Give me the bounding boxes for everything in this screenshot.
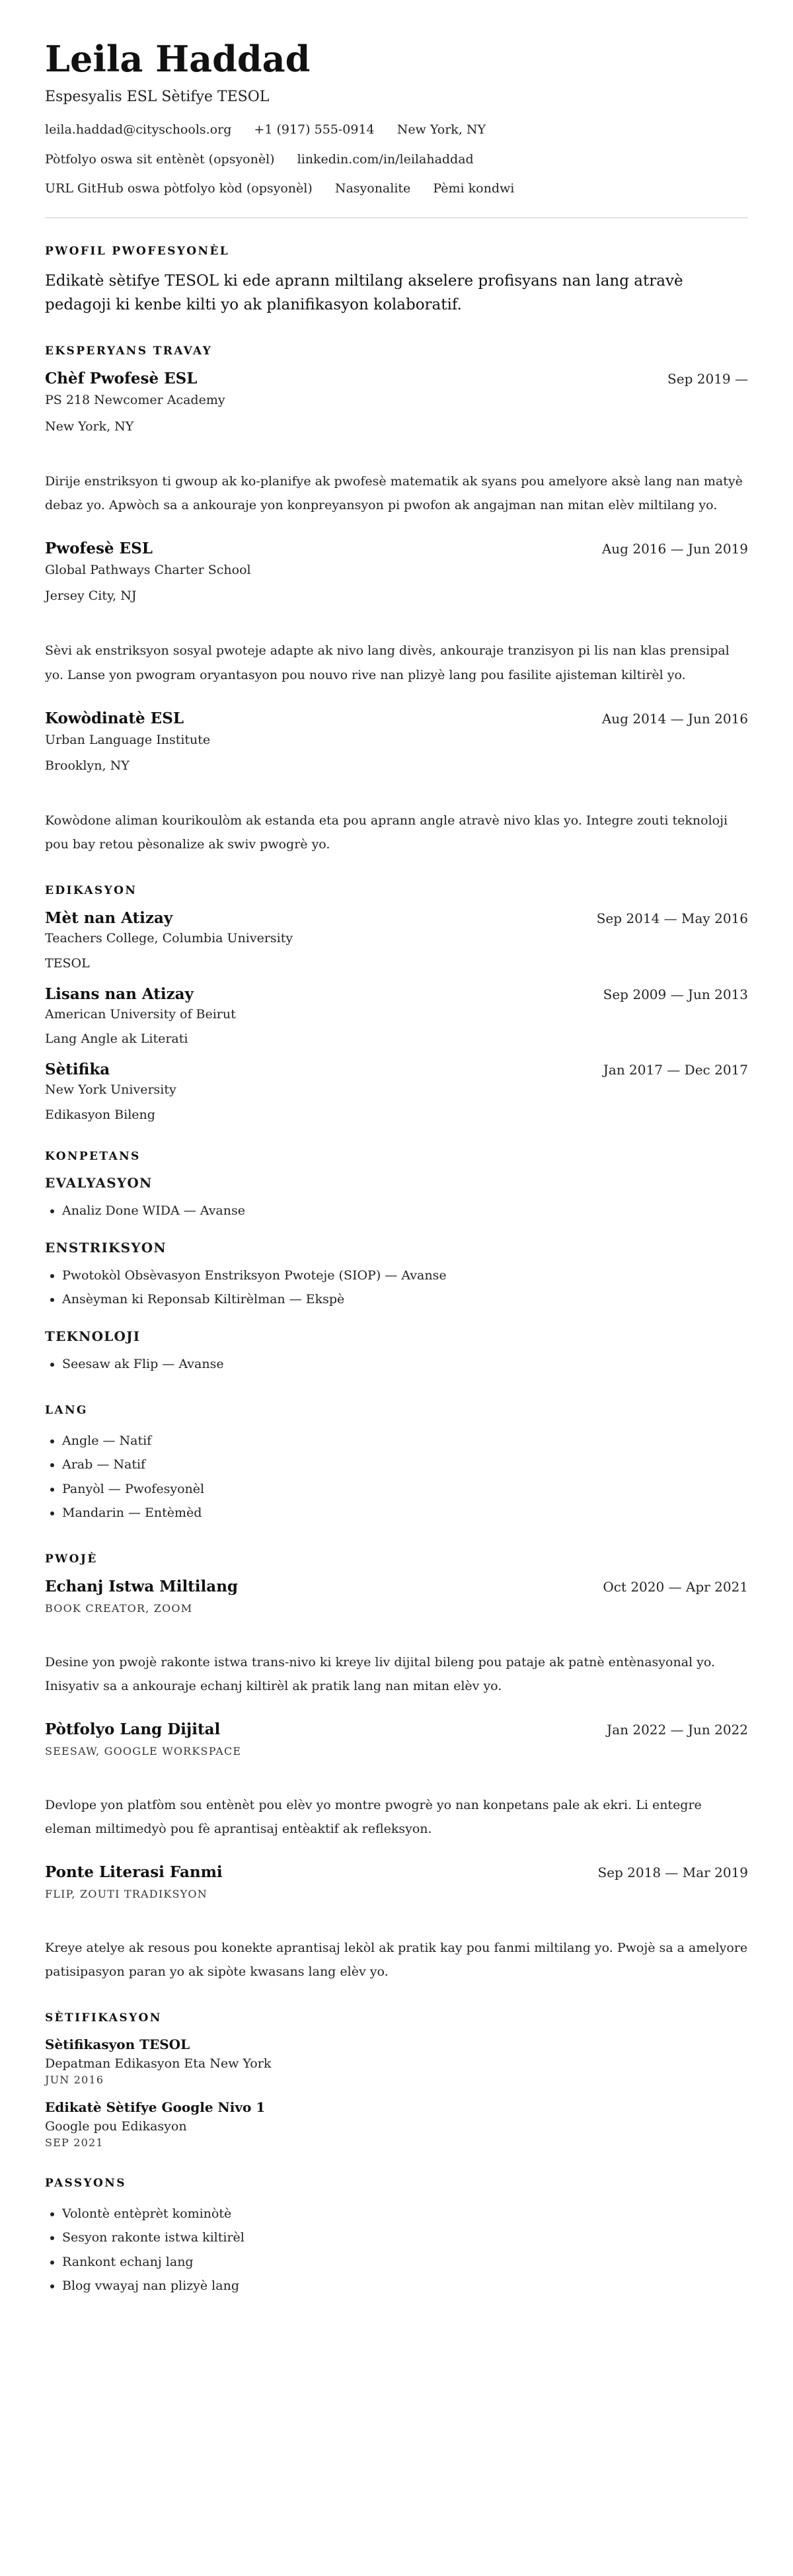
job-dates: Sep 2019 —: [667, 371, 748, 387]
language-item: • Mandarin — Entèmèd: [62, 1501, 748, 1525]
contact-location: New York, NY: [397, 122, 486, 138]
certification-issuer: Google pou Edikasyon: [45, 2119, 187, 2134]
skill-item: • Ansèyman ki Reponsab Kiltirèlman — Ekspè: [62, 1287, 748, 1311]
degree-title: Sètifika: [45, 1061, 110, 1079]
certification-issuer: Depatman Edikasyon Eta New York: [45, 2056, 272, 2072]
contact-row-extra: [45, 180, 748, 198]
job-title: Chèf Pwofesè ESL: [45, 370, 198, 388]
project-description: Devlope yon platfòm sou entènèt pou elèv yo montre pwogrè yo nan konpetans pale ak ekri. Li entegre eleman miltimedyò pou fè aprantisaj entèaktif ak refleksyon.: [45, 1797, 702, 1837]
certification-name: Edikatè Sètifye Google Nivo 1: [45, 2099, 266, 2116]
education-entry: [45, 985, 748, 1047]
skill-group-title: ENSTRIKSYON: [45, 1240, 167, 1256]
school-name: Teachers College, Columbia University: [45, 931, 293, 946]
language-item: • Panyòl — Pwofesyonèl: [62, 1477, 748, 1501]
skill-item: • Pwotokòl Obsèvasyon Enstriksyon Pwoteje (SIOP) — Avanse: [62, 1264, 748, 1287]
resume-header: [45, 38, 748, 198]
project-tools: BOOK CREATOR, ZOOM: [45, 1601, 193, 1615]
job-employer: PS 218 Newcomer Academy: [45, 393, 225, 408]
experience-entry: [45, 709, 748, 857]
job-description: Dirije enstriksyon ti gwoup ak ko-planifye ak pwofesè matematik ak syans pou amelyore aksè lang nan matyè debaz yo. Apwòch sa a ankouraje yon konpreyansyon pi pwofon ak angajman nan mitan elèv miltilang yo.: [45, 473, 743, 512]
interest-item: • Sesyon rakonte istwa kiltirèl: [62, 2226, 748, 2249]
contact-linkedin[interactable]: linkedin.com/in/leilahaddad: [297, 151, 474, 167]
education-entry: [45, 1061, 748, 1122]
job-dates: Aug 2014 — Jun 2016: [601, 710, 748, 727]
project-dates: Sep 2018 — Mar 2019: [597, 1865, 748, 1881]
job-title: Pwofesè ESL: [45, 539, 153, 557]
certifications-heading: SÈTIFIKASYON: [45, 2011, 162, 2025]
candidate-headline: Espesyalis ESL Sètifye TESOL: [45, 89, 270, 106]
degree-field: Lang Angle ak Literati: [45, 1031, 188, 1047]
job-location: Brooklyn, NY: [45, 758, 130, 774]
job-description: Kowòdone aliman kourikoulòm ak estanda eta pou aprann angle atravè nivo klas yo. Integre zouti teknoloji pou bay retou pèsonalize ak swiv pwogrè yo.: [45, 813, 728, 852]
project-tools: SEESAW, GOOGLE WORKSPACE: [45, 1744, 242, 1757]
interest-item: • Blog vwayaj nan plizyè lang: [62, 2274, 748, 2298]
skill-item: • Seesaw ak Flip — Avanse: [62, 1352, 748, 1376]
project-name: Ponte Literasi Fanmi: [45, 1863, 223, 1882]
certification-date: SEP 2021: [45, 2136, 104, 2150]
skill-group-title: TEKNOLOJI: [45, 1328, 141, 1345]
job-employer: Global Pathways Charter School: [45, 562, 251, 577]
languages-section: [45, 1404, 748, 1524]
degree-dates: Sep 2009 — Jun 2013: [603, 986, 748, 1002]
interests-section: [45, 2177, 748, 2297]
candidate-name: Leila Haddad: [45, 38, 311, 80]
skill-list: [45, 1352, 748, 1376]
skill-list: [45, 1199, 748, 1223]
language-item: • Angle — Natif: [62, 1429, 748, 1453]
certification-entry: [45, 2099, 748, 2149]
languages-heading: LANG: [45, 1404, 88, 1418]
contact-portfolio[interactable]: Pòtfolyo oswa sit entènèt (opsyonèl): [45, 151, 275, 167]
summary-heading: PWOFIL PWOFESYONÈL: [45, 244, 230, 258]
education-heading: EDIKASYON: [45, 884, 137, 898]
project-entry: [45, 1578, 748, 1698]
education-section: [45, 884, 748, 1122]
interest-list: [45, 2202, 748, 2297]
job-employer: Urban Language Institute: [45, 732, 211, 747]
language-list: [45, 1429, 748, 1524]
project-entry: [45, 1863, 748, 1984]
certifications-section: [45, 2011, 748, 2149]
certification-entry: [45, 2036, 748, 2086]
language-item: • Arab — Natif: [62, 1453, 748, 1476]
project-description: Desine yon pwojè rakonte istwa trans-nivo ki kreye liv dijital bileng pou pataje ak patnè entènasyonal yo. Inisyativ sa a ankouraje echanj kiltirèl ak pratik lang nan mitan elèv yo.: [45, 1654, 716, 1693]
degree-field: TESOL: [45, 955, 90, 971]
degree-title: Lisans nan Atizay: [45, 985, 194, 1003]
certification-name: Sètifikasyon TESOL: [45, 2036, 190, 2053]
summary-section: [45, 245, 748, 317]
interests-heading: PASSYONS: [45, 2177, 126, 2191]
experience-section: [45, 344, 748, 856]
degree-dates: Jan 2017 — Dec 2017: [603, 1062, 748, 1078]
experience-entry: [45, 370, 748, 517]
school-name: New York University: [45, 1082, 176, 1098]
project-dates: Oct 2020 — Apr 2021: [603, 1578, 748, 1595]
project-dates: Jan 2022 — Jun 2022: [607, 1721, 748, 1738]
skill-group-title: EVALYASYON: [45, 1175, 153, 1191]
skill-list: [45, 1264, 748, 1311]
experience-entry: [45, 540, 748, 687]
projects-heading: PWOJÈ: [45, 1552, 98, 1566]
interest-item: • Volontè entèprèt kominòtè: [62, 2202, 748, 2226]
degree-dates: Sep 2014 — May 2016: [596, 910, 748, 927]
job-description: Sèvi ak enstriksyon sosyal pwoteje adapte ak nivo lang divès, ankouraje tranzisyon pi lis nan klas prensipal yo. Lanse yon pwogram oryantasyon pou nouvo rive nan plizyè lang pou fasilite ajisteman kiltirèl yo.: [45, 643, 730, 682]
job-title: Kowòdinatè ESL: [45, 709, 184, 727]
certification-date: JUN 2016: [45, 2073, 104, 2087]
degree-title: Mèt nan Atizay: [45, 909, 173, 928]
skills-heading: KONPETANS: [45, 1150, 141, 1163]
project-entry: [45, 1720, 748, 1841]
summary-text: Edikatè sètifye TESOL ki ede aprann miltilang akselere profisyans nan lang atravè pedagoji ki kenbe kilti yo ak planifikasyon kolaboratif.: [45, 272, 683, 313]
job-location: Jersey City, NJ: [45, 588, 137, 604]
contact-nationality: Nasyonalite: [334, 181, 411, 196]
skill-item: • Analiz Done WIDA — Avanse: [62, 1199, 748, 1223]
project-name: Echanj Istwa Miltilang: [45, 1577, 238, 1595]
contact-permit: Pèmi kondwi: [433, 181, 515, 196]
experience-heading: EKSPERYANS TRAVAY: [45, 344, 213, 358]
project-description: Kreye atelye ak resous pou konekte aprantisaj lekòl ak pratik kay pou fanmi miltilang yo. Pwojè sa a amelyore patisipasyon paran yo ak sipòte kwasans lang elèv yo.: [45, 1941, 748, 1980]
contact-row-primary: [45, 121, 748, 139]
education-entry: [45, 909, 748, 971]
job-dates: Aug 2016 — Jun 2019: [601, 540, 748, 557]
projects-section: [45, 1552, 748, 1984]
interest-item: • Rankont echanj lang: [62, 2250, 748, 2274]
job-location: New York, NY: [45, 419, 134, 434]
contact-row-links: [45, 151, 748, 169]
project-name: Pòtfolyo Lang Dijital: [45, 1720, 221, 1738]
contact-email[interactable]: leila.haddad@cityschools.org: [45, 122, 232, 138]
contact-github[interactable]: URL GitHub oswa pòtfolyo kòd (opsyonèl): [45, 181, 313, 196]
project-tools: FLIP, ZOUTI TRADIKSYON: [45, 1888, 208, 1901]
contact-phone[interactable]: +1 (917) 555-0914: [254, 122, 375, 138]
school-name: American University of Beirut: [45, 1006, 236, 1022]
degree-field: Edikasyon Bileng: [45, 1107, 155, 1122]
skills-section: [45, 1150, 748, 1376]
